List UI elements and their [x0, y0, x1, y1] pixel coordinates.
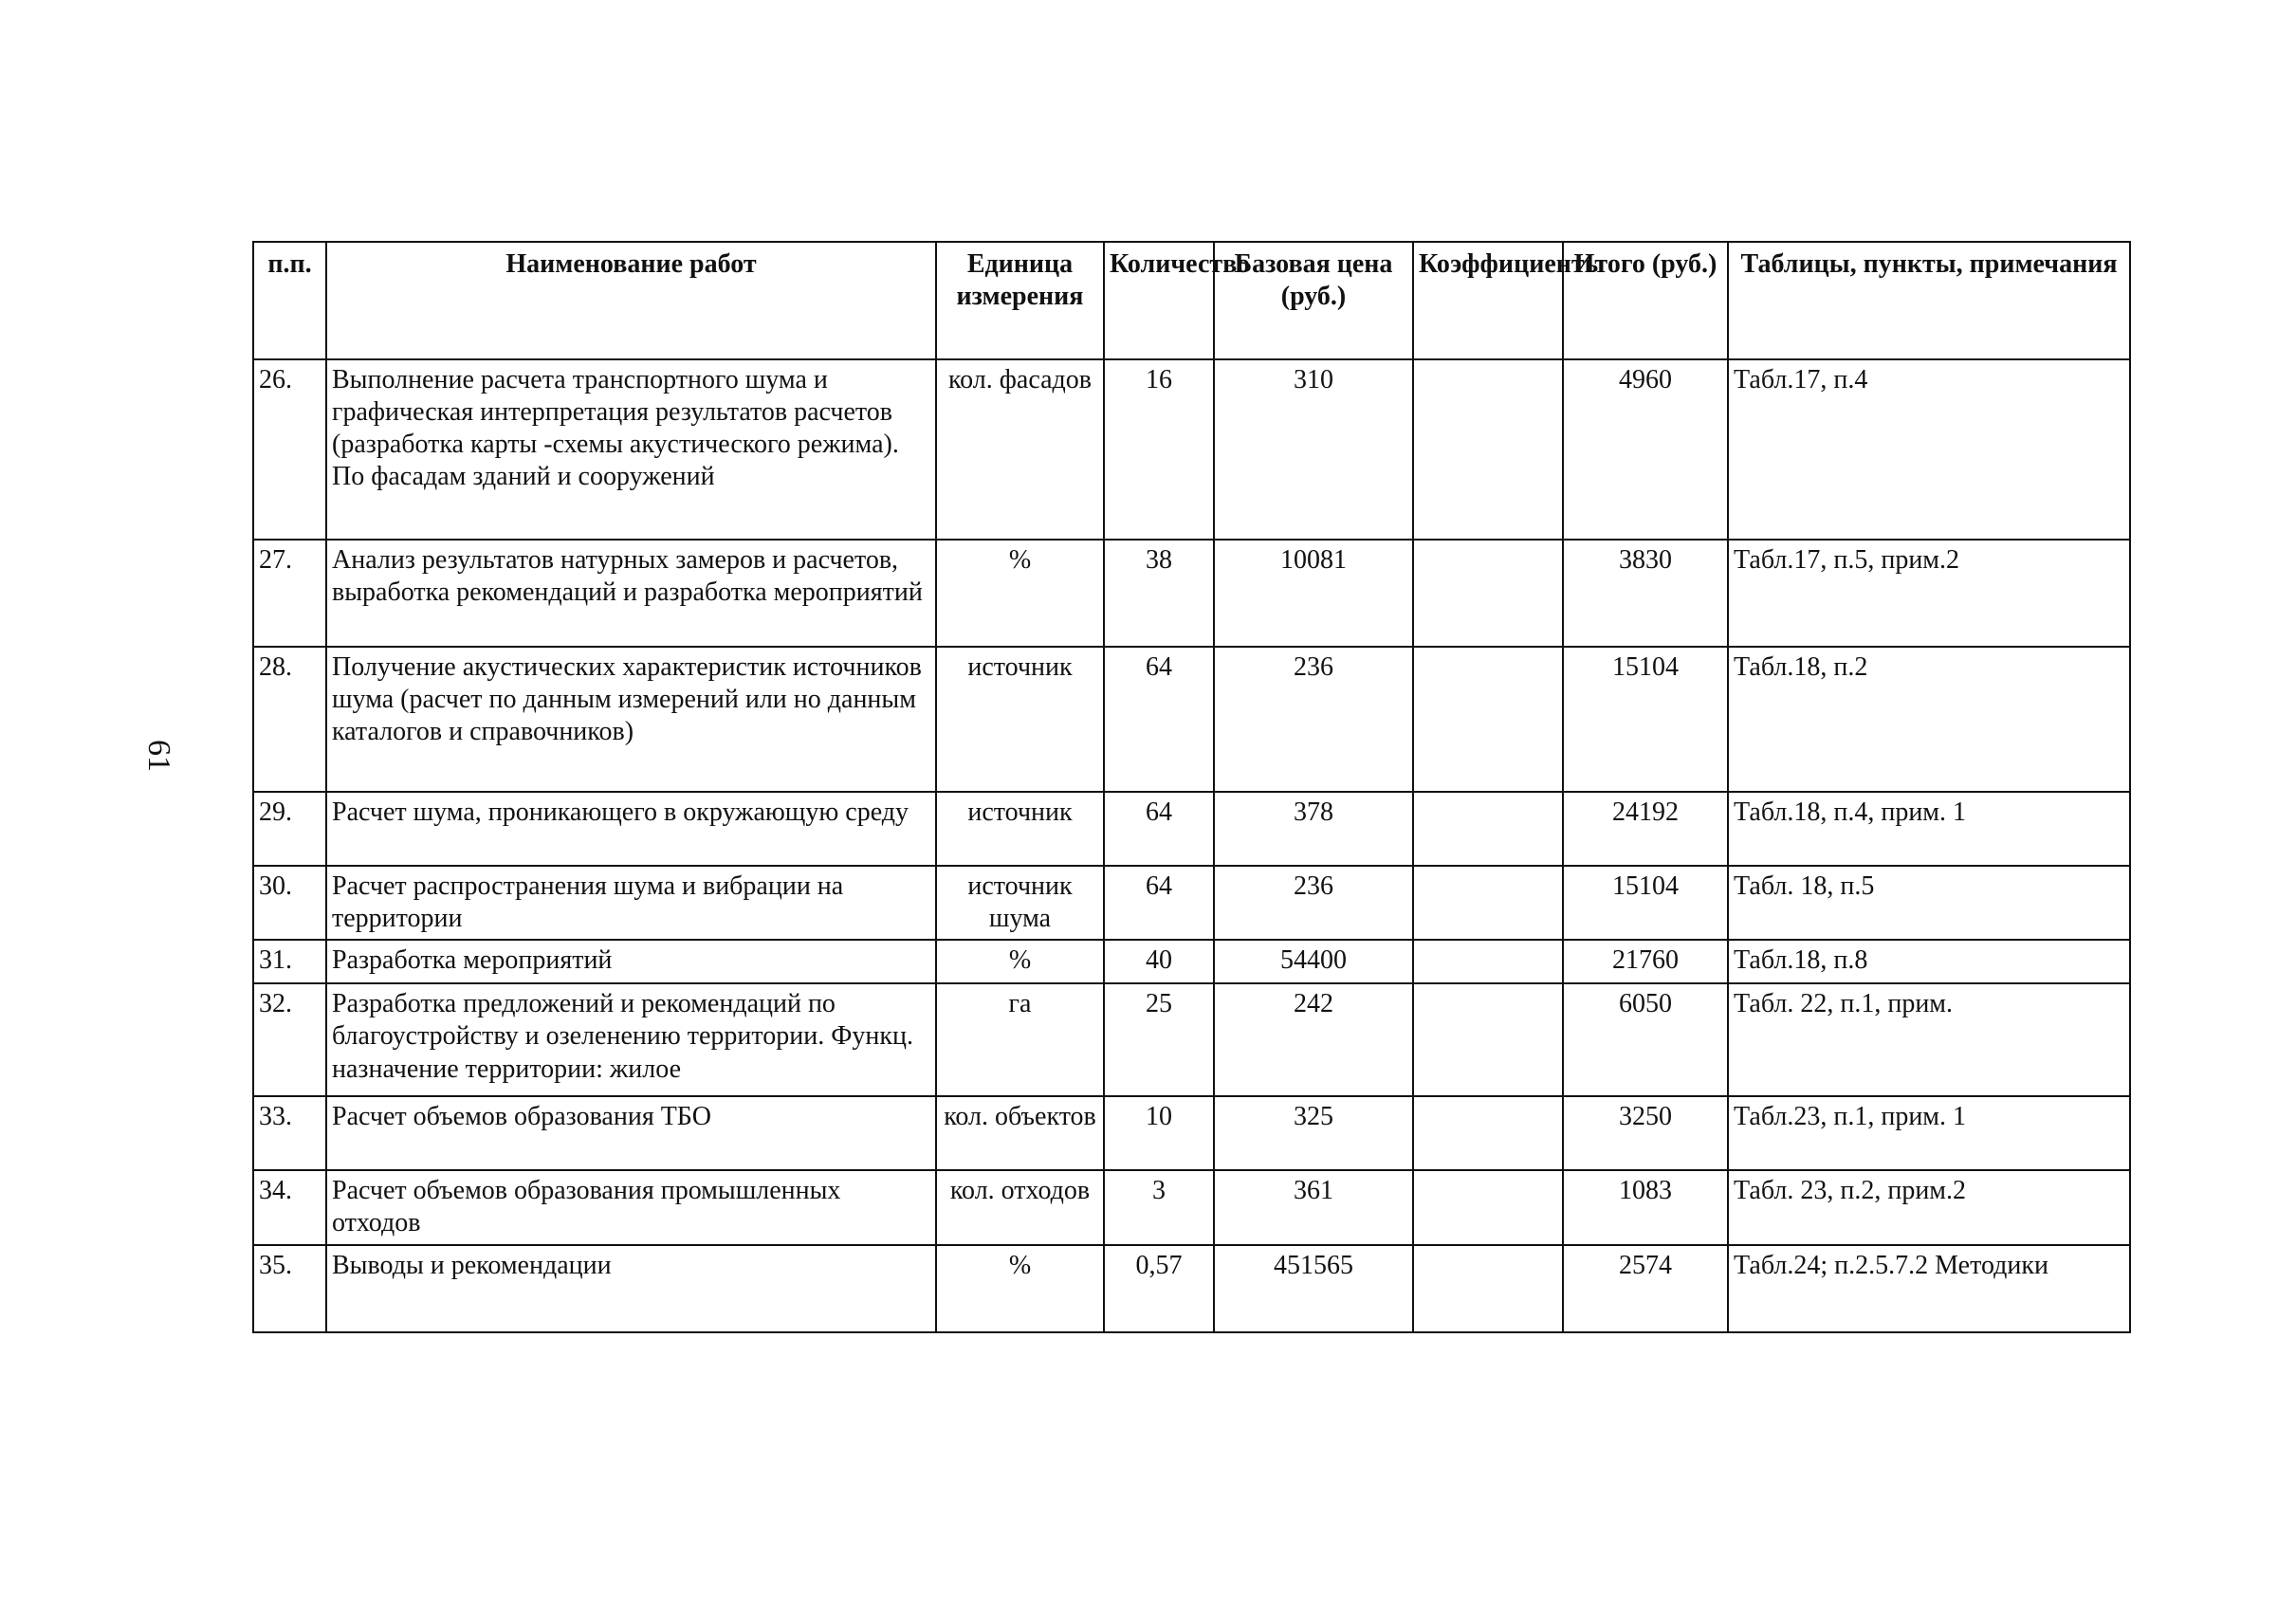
- row-price: 361: [1214, 1170, 1413, 1244]
- row-price: 54400: [1214, 940, 1413, 983]
- row-name: Разработка мероприятий: [326, 940, 936, 983]
- row-price: 325: [1214, 1096, 1413, 1170]
- row-name: Расчет объемов образования промышленных отходов: [326, 1170, 936, 1244]
- works-table: [252, 241, 2131, 1333]
- row-price: 10081: [1214, 540, 1413, 647]
- row-unit: источник шума: [936, 866, 1104, 940]
- row-qty: 64: [1104, 866, 1214, 940]
- row-coef: [1413, 792, 1563, 866]
- table-row: [253, 359, 2130, 540]
- row-ref: Табл.18, п.2: [1728, 647, 2130, 792]
- header-price: Базовая цена (руб.): [1214, 242, 1413, 359]
- row-unit: источник: [936, 792, 1104, 866]
- row-unit: кол. отходов: [936, 1170, 1104, 1244]
- row-name: Получение акустических характеристик источников шума (расчет по данным измерений или но данным каталогов и справочников): [326, 647, 936, 792]
- row-ref: Табл.23, п.1, прим. 1: [1728, 1096, 2130, 1170]
- table-row: [253, 940, 2130, 983]
- row-ref: Табл.17, п.4: [1728, 359, 2130, 540]
- row-num: 29.: [253, 792, 326, 866]
- header-num: п.п.: [253, 242, 326, 359]
- row-qty: 25: [1104, 983, 1214, 1096]
- row-coef: [1413, 1245, 1563, 1332]
- row-num: 31.: [253, 940, 326, 983]
- header-coef: Коэффициенты: [1413, 242, 1563, 359]
- row-name: Выводы и рекомендации: [326, 1245, 936, 1332]
- row-unit: кол. объектов: [936, 1096, 1104, 1170]
- row-name: Расчет шума, проникающего в окружающую среду: [326, 792, 936, 866]
- row-coef: [1413, 359, 1563, 540]
- row-name: Выполнение расчета транспортного шума и графическая интерпретация результатов расчетов (разработка карты -схемы акустического режима). По фасадам зданий и сооружений: [326, 359, 936, 540]
- row-num: 27.: [253, 540, 326, 647]
- table-row: [253, 1170, 2130, 1244]
- row-num: 34.: [253, 1170, 326, 1244]
- row-ref: Табл.18, п.4, прим. 1: [1728, 792, 2130, 866]
- row-coef: [1413, 866, 1563, 940]
- row-ref: Табл. 22, п.1, прим.: [1728, 983, 2130, 1096]
- row-total: 24192: [1563, 792, 1728, 866]
- row-price: 310: [1214, 359, 1413, 540]
- row-coef: [1413, 983, 1563, 1096]
- page-number: 61: [141, 740, 176, 772]
- row-name: Расчет объемов образования ТБО: [326, 1096, 936, 1170]
- table-row: [253, 540, 2130, 647]
- row-qty: 64: [1104, 647, 1214, 792]
- row-qty: 3: [1104, 1170, 1214, 1244]
- row-total: 1083: [1563, 1170, 1728, 1244]
- header-qty: Количество: [1104, 242, 1214, 359]
- row-coef: [1413, 940, 1563, 983]
- header-name: Наименование работ: [326, 242, 936, 359]
- row-total: 4960: [1563, 359, 1728, 540]
- row-unit: %: [936, 1245, 1104, 1332]
- row-total: 6050: [1563, 983, 1728, 1096]
- row-total: 21760: [1563, 940, 1728, 983]
- row-unit: источник: [936, 647, 1104, 792]
- row-name: Анализ результатов натурных замеров и расчетов, выработка рекомендаций и разработка мероприятий: [326, 540, 936, 647]
- row-num: 30.: [253, 866, 326, 940]
- row-ref: Табл.18, п.8: [1728, 940, 2130, 983]
- row-qty: 38: [1104, 540, 1214, 647]
- row-qty: 16: [1104, 359, 1214, 540]
- row-total: 2574: [1563, 1245, 1728, 1332]
- table-row: [253, 647, 2130, 792]
- row-unit: га: [936, 983, 1104, 1096]
- row-total: 3830: [1563, 540, 1728, 647]
- table-row: [253, 1096, 2130, 1170]
- row-total: 15104: [1563, 866, 1728, 940]
- row-ref: Табл.17, п.5, прим.2: [1728, 540, 2130, 647]
- table-row: [253, 866, 2130, 940]
- row-price: 242: [1214, 983, 1413, 1096]
- table-header-row: [253, 242, 2130, 359]
- row-coef: [1413, 647, 1563, 792]
- row-num: 26.: [253, 359, 326, 540]
- row-coef: [1413, 1170, 1563, 1244]
- row-total: 3250: [1563, 1096, 1728, 1170]
- table-row: [253, 1245, 2130, 1332]
- table-row: [253, 792, 2130, 866]
- row-total: 15104: [1563, 647, 1728, 792]
- row-ref: Табл. 23, п.2, прим.2: [1728, 1170, 2130, 1244]
- header-total: Итого (руб.): [1563, 242, 1728, 359]
- header-unit: Единица измерения: [936, 242, 1104, 359]
- row-unit: %: [936, 540, 1104, 647]
- row-name: Расчет распространения шума и вибрации на территории: [326, 866, 936, 940]
- row-qty: 64: [1104, 792, 1214, 866]
- row-price: 236: [1214, 647, 1413, 792]
- row-price: 451565: [1214, 1245, 1413, 1332]
- row-name: Разработка предложений и рекомендаций по благоустройству и озеленению территории. Функц. назначение территории: жилое: [326, 983, 936, 1096]
- header-ref: Таблицы, пункты, примечания: [1728, 242, 2130, 359]
- row-num: 32.: [253, 983, 326, 1096]
- row-unit: %: [936, 940, 1104, 983]
- row-ref: Табл. 18, п.5: [1728, 866, 2130, 940]
- row-price: 236: [1214, 866, 1413, 940]
- row-num: 33.: [253, 1096, 326, 1170]
- row-qty: 10: [1104, 1096, 1214, 1170]
- row-qty: 40: [1104, 940, 1214, 983]
- row-coef: [1413, 540, 1563, 647]
- row-price: 378: [1214, 792, 1413, 866]
- table-row: [253, 983, 2130, 1096]
- row-num: 28.: [253, 647, 326, 792]
- row-qty: 0,57: [1104, 1245, 1214, 1332]
- row-unit: кол. фасадов: [936, 359, 1104, 540]
- row-num: 35.: [253, 1245, 326, 1332]
- row-ref: Табл.24; п.2.5.7.2 Методики: [1728, 1245, 2130, 1332]
- row-coef: [1413, 1096, 1563, 1170]
